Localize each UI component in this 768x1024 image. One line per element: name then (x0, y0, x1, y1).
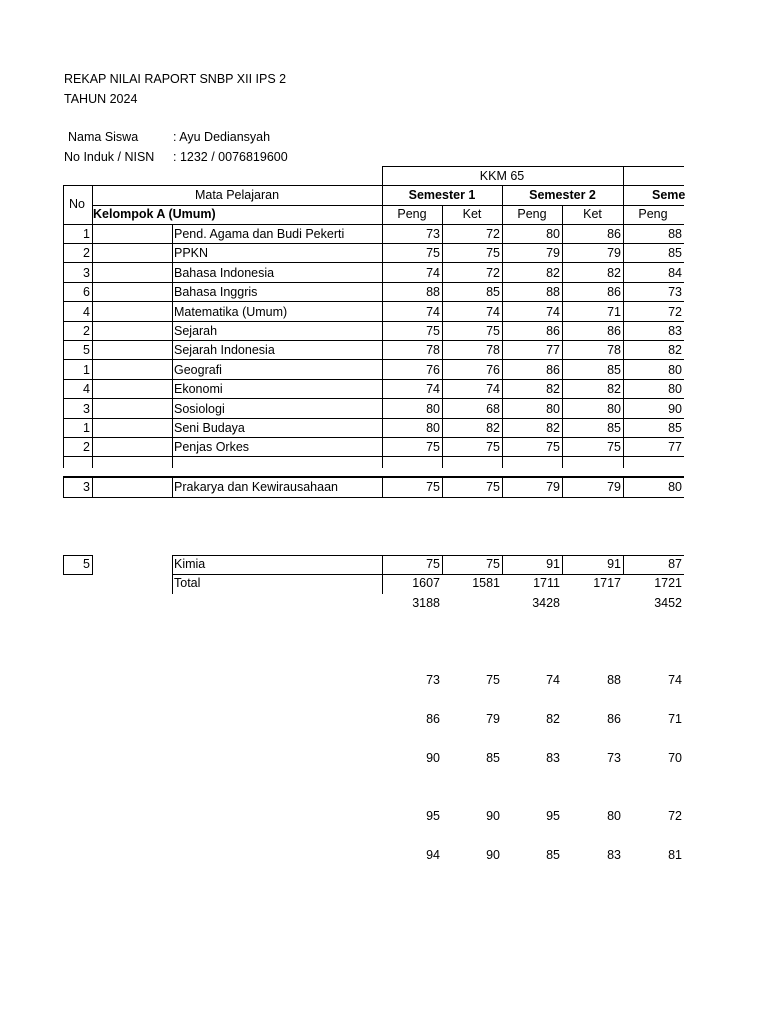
score-cell: 75 (486, 480, 500, 494)
score-cell: 73 (426, 227, 440, 241)
semester-sum: 3428 (532, 596, 560, 610)
semester-3-header: Seme (652, 188, 686, 202)
score-cell: 75 (426, 480, 440, 494)
extra-value: 74 (546, 673, 560, 687)
score-cell: 82 (668, 343, 682, 357)
row-number: 3 (83, 266, 90, 280)
semester-1-header: Semester 1 (408, 188, 476, 202)
extra-value: 86 (426, 712, 440, 726)
extra-value: 95 (426, 809, 440, 823)
score-cell: 80 (426, 421, 440, 435)
extra-value: 85 (546, 848, 560, 862)
score-cell: 85 (668, 421, 682, 435)
extra-value: 80 (607, 809, 621, 823)
score-cell (502, 458, 560, 477)
total-value: 1717 (593, 576, 621, 590)
score-cell: 88 (426, 285, 440, 299)
subject-name: Seni Budaya (174, 421, 245, 435)
subject-name: Pend. Agama dan Budi Pekerti (174, 227, 345, 241)
extra-value: 74 (668, 673, 682, 687)
score-cell: 86 (546, 324, 560, 338)
score-cell: 75 (546, 440, 560, 454)
extra-value: 90 (426, 751, 440, 765)
score-cell: 72 (486, 266, 500, 280)
score-cell: 75 (486, 557, 500, 571)
score-cell: 74 (426, 382, 440, 396)
extra-value: 85 (486, 751, 500, 765)
score-cell: 80 (668, 382, 682, 396)
subject-name (174, 458, 380, 477)
score-cell (624, 458, 682, 477)
score-cell: 82 (607, 266, 621, 280)
row-number: 4 (83, 382, 90, 396)
score-cell: 76 (486, 363, 500, 377)
extra-value: 72 (668, 809, 682, 823)
extra-value: 81 (668, 848, 682, 862)
row-number: 2 (83, 440, 90, 454)
score-cell: 85 (668, 246, 682, 260)
score-cell (382, 458, 440, 477)
score-cell: 84 (668, 266, 682, 280)
extra-value: 70 (668, 751, 682, 765)
document-title: REKAP NILAI RAPORT SNBP XII IPS 2 (64, 72, 287, 86)
row-number: 1 (83, 421, 90, 435)
score-cell: 77 (668, 440, 682, 454)
score-cell: 74 (546, 305, 560, 319)
score-cell: 75 (426, 324, 440, 338)
score-cell: 80 (546, 227, 560, 241)
row-number: 2 (83, 246, 90, 260)
kkm-label: KKM 65 (479, 169, 525, 183)
extra-value: 73 (426, 673, 440, 687)
score-cell: 87 (668, 557, 682, 571)
subject-name: Geografi (174, 363, 222, 377)
subject-name: Sejarah Indonesia (174, 343, 275, 357)
row-number: 4 (83, 305, 90, 319)
extra-value: 90 (486, 809, 500, 823)
score-cell (442, 458, 500, 477)
score-cell: 75 (486, 440, 500, 454)
sem3-peng-header: Peng (638, 207, 668, 221)
score-cell: 74 (426, 266, 440, 280)
extra-value: 75 (486, 673, 500, 687)
row-number: 3 (83, 480, 90, 494)
score-cell: 78 (426, 343, 440, 357)
score-cell: 88 (546, 285, 560, 299)
col-no-header: No (69, 197, 85, 211)
extra-value: 86 (607, 712, 621, 726)
extra-value: 94 (426, 848, 440, 862)
extra-value: 90 (486, 848, 500, 862)
score-cell: 79 (607, 246, 621, 260)
extra-value: 79 (486, 712, 500, 726)
score-cell: 85 (486, 285, 500, 299)
row-number: 5 (83, 557, 90, 571)
extra-value: 71 (668, 712, 682, 726)
group-label: Kelompok A (Umum) (93, 207, 216, 221)
subject-name: Matematika (Umum) (174, 305, 288, 319)
extra-value: 73 (607, 751, 621, 765)
score-cell: 80 (668, 480, 682, 494)
score-cell: 78 (486, 343, 500, 357)
score-cell: 82 (546, 421, 560, 435)
student-nisn-value: : 1232 / 0076819600 (173, 150, 288, 164)
score-cell: 75 (426, 440, 440, 454)
score-cell: 75 (426, 246, 440, 260)
extra-value: 88 (607, 673, 621, 687)
subject-name: Bahasa Inggris (174, 285, 258, 299)
score-cell: 85 (607, 363, 621, 377)
student-nisn-label: No Induk / NISN (64, 150, 155, 164)
subject-name: Sejarah (174, 324, 218, 338)
sem1-ket-header: Ket (462, 207, 482, 221)
sem2-ket-header: Ket (583, 207, 602, 221)
score-cell: 80 (607, 402, 621, 416)
score-cell: 82 (607, 382, 621, 396)
extra-value: 83 (607, 848, 621, 862)
row-number: 3 (83, 402, 90, 416)
extra-value: 95 (546, 809, 560, 823)
score-cell: 86 (607, 285, 621, 299)
total-value: 1711 (533, 576, 560, 590)
total-value: 1581 (472, 576, 500, 590)
document-year: TAHUN 2024 (64, 92, 138, 106)
score-cell: 72 (668, 305, 682, 319)
score-cell: 74 (486, 382, 500, 396)
subject-name: Ekonomi (174, 382, 223, 396)
total-value: 1721 (654, 576, 682, 590)
score-cell: 77 (546, 343, 560, 357)
semester-sum: 3188 (412, 596, 440, 610)
score-cell: 79 (546, 246, 560, 260)
subject-name: Prakarya dan Kewirausahaan (174, 480, 338, 494)
row-number: 5 (83, 343, 90, 357)
score-cell (563, 458, 621, 477)
subject-name: Penjas Orkes (174, 440, 250, 454)
extra-value: 83 (546, 751, 560, 765)
total-label: Total (174, 576, 201, 590)
score-cell: 86 (546, 363, 560, 377)
subject-name: Bahasa Indonesia (174, 266, 275, 280)
score-cell: 76 (426, 363, 440, 377)
row-number (63, 458, 90, 477)
score-cell: 88 (668, 227, 682, 241)
score-cell: 78 (607, 343, 621, 357)
subject-name: PPKN (174, 246, 209, 260)
row-number: 6 (83, 285, 90, 299)
row-number: 1 (83, 227, 90, 241)
score-cell: 85 (607, 421, 621, 435)
score-cell: 75 (426, 557, 440, 571)
row-number: 1 (83, 363, 90, 377)
score-cell: 83 (668, 324, 682, 338)
score-cell: 91 (546, 557, 560, 571)
score-cell: 75 (607, 440, 621, 454)
extra-value: 82 (546, 712, 560, 726)
score-cell: 82 (486, 421, 500, 435)
score-cell: 75 (486, 324, 500, 338)
score-cell: 82 (546, 382, 560, 396)
score-cell: 86 (607, 227, 621, 241)
semester-sum: 3452 (654, 596, 682, 610)
score-cell: 73 (668, 285, 682, 299)
row-number: 2 (83, 324, 90, 338)
student-name-label: Nama Siswa (68, 130, 139, 144)
sem2-peng-header: Peng (517, 207, 547, 221)
score-cell: 80 (426, 402, 440, 416)
score-cell: 72 (486, 227, 500, 241)
score-cell: 80 (668, 363, 682, 377)
score-cell: 75 (486, 246, 500, 260)
score-cell: 74 (486, 305, 500, 319)
col-subject-header: Mata Pelajaran (194, 188, 280, 202)
score-cell: 91 (607, 557, 621, 571)
score-cell: 68 (486, 402, 500, 416)
subject-name: Kimia (174, 557, 206, 571)
score-cell: 90 (668, 402, 682, 416)
score-cell: 79 (607, 480, 621, 494)
semester-2-header: Semester 2 (529, 188, 596, 202)
sem1-peng-header: Peng (397, 207, 427, 221)
total-value: 1607 (412, 576, 440, 590)
score-cell: 82 (546, 266, 560, 280)
score-cell: 74 (426, 305, 440, 319)
score-cell: 79 (546, 480, 560, 494)
score-cell: 71 (607, 305, 621, 319)
score-cell: 86 (607, 324, 621, 338)
student-name-value: : Ayu Dediansyah (173, 130, 271, 144)
score-cell: 80 (546, 402, 560, 416)
subject-name: Sosiologi (174, 402, 225, 416)
